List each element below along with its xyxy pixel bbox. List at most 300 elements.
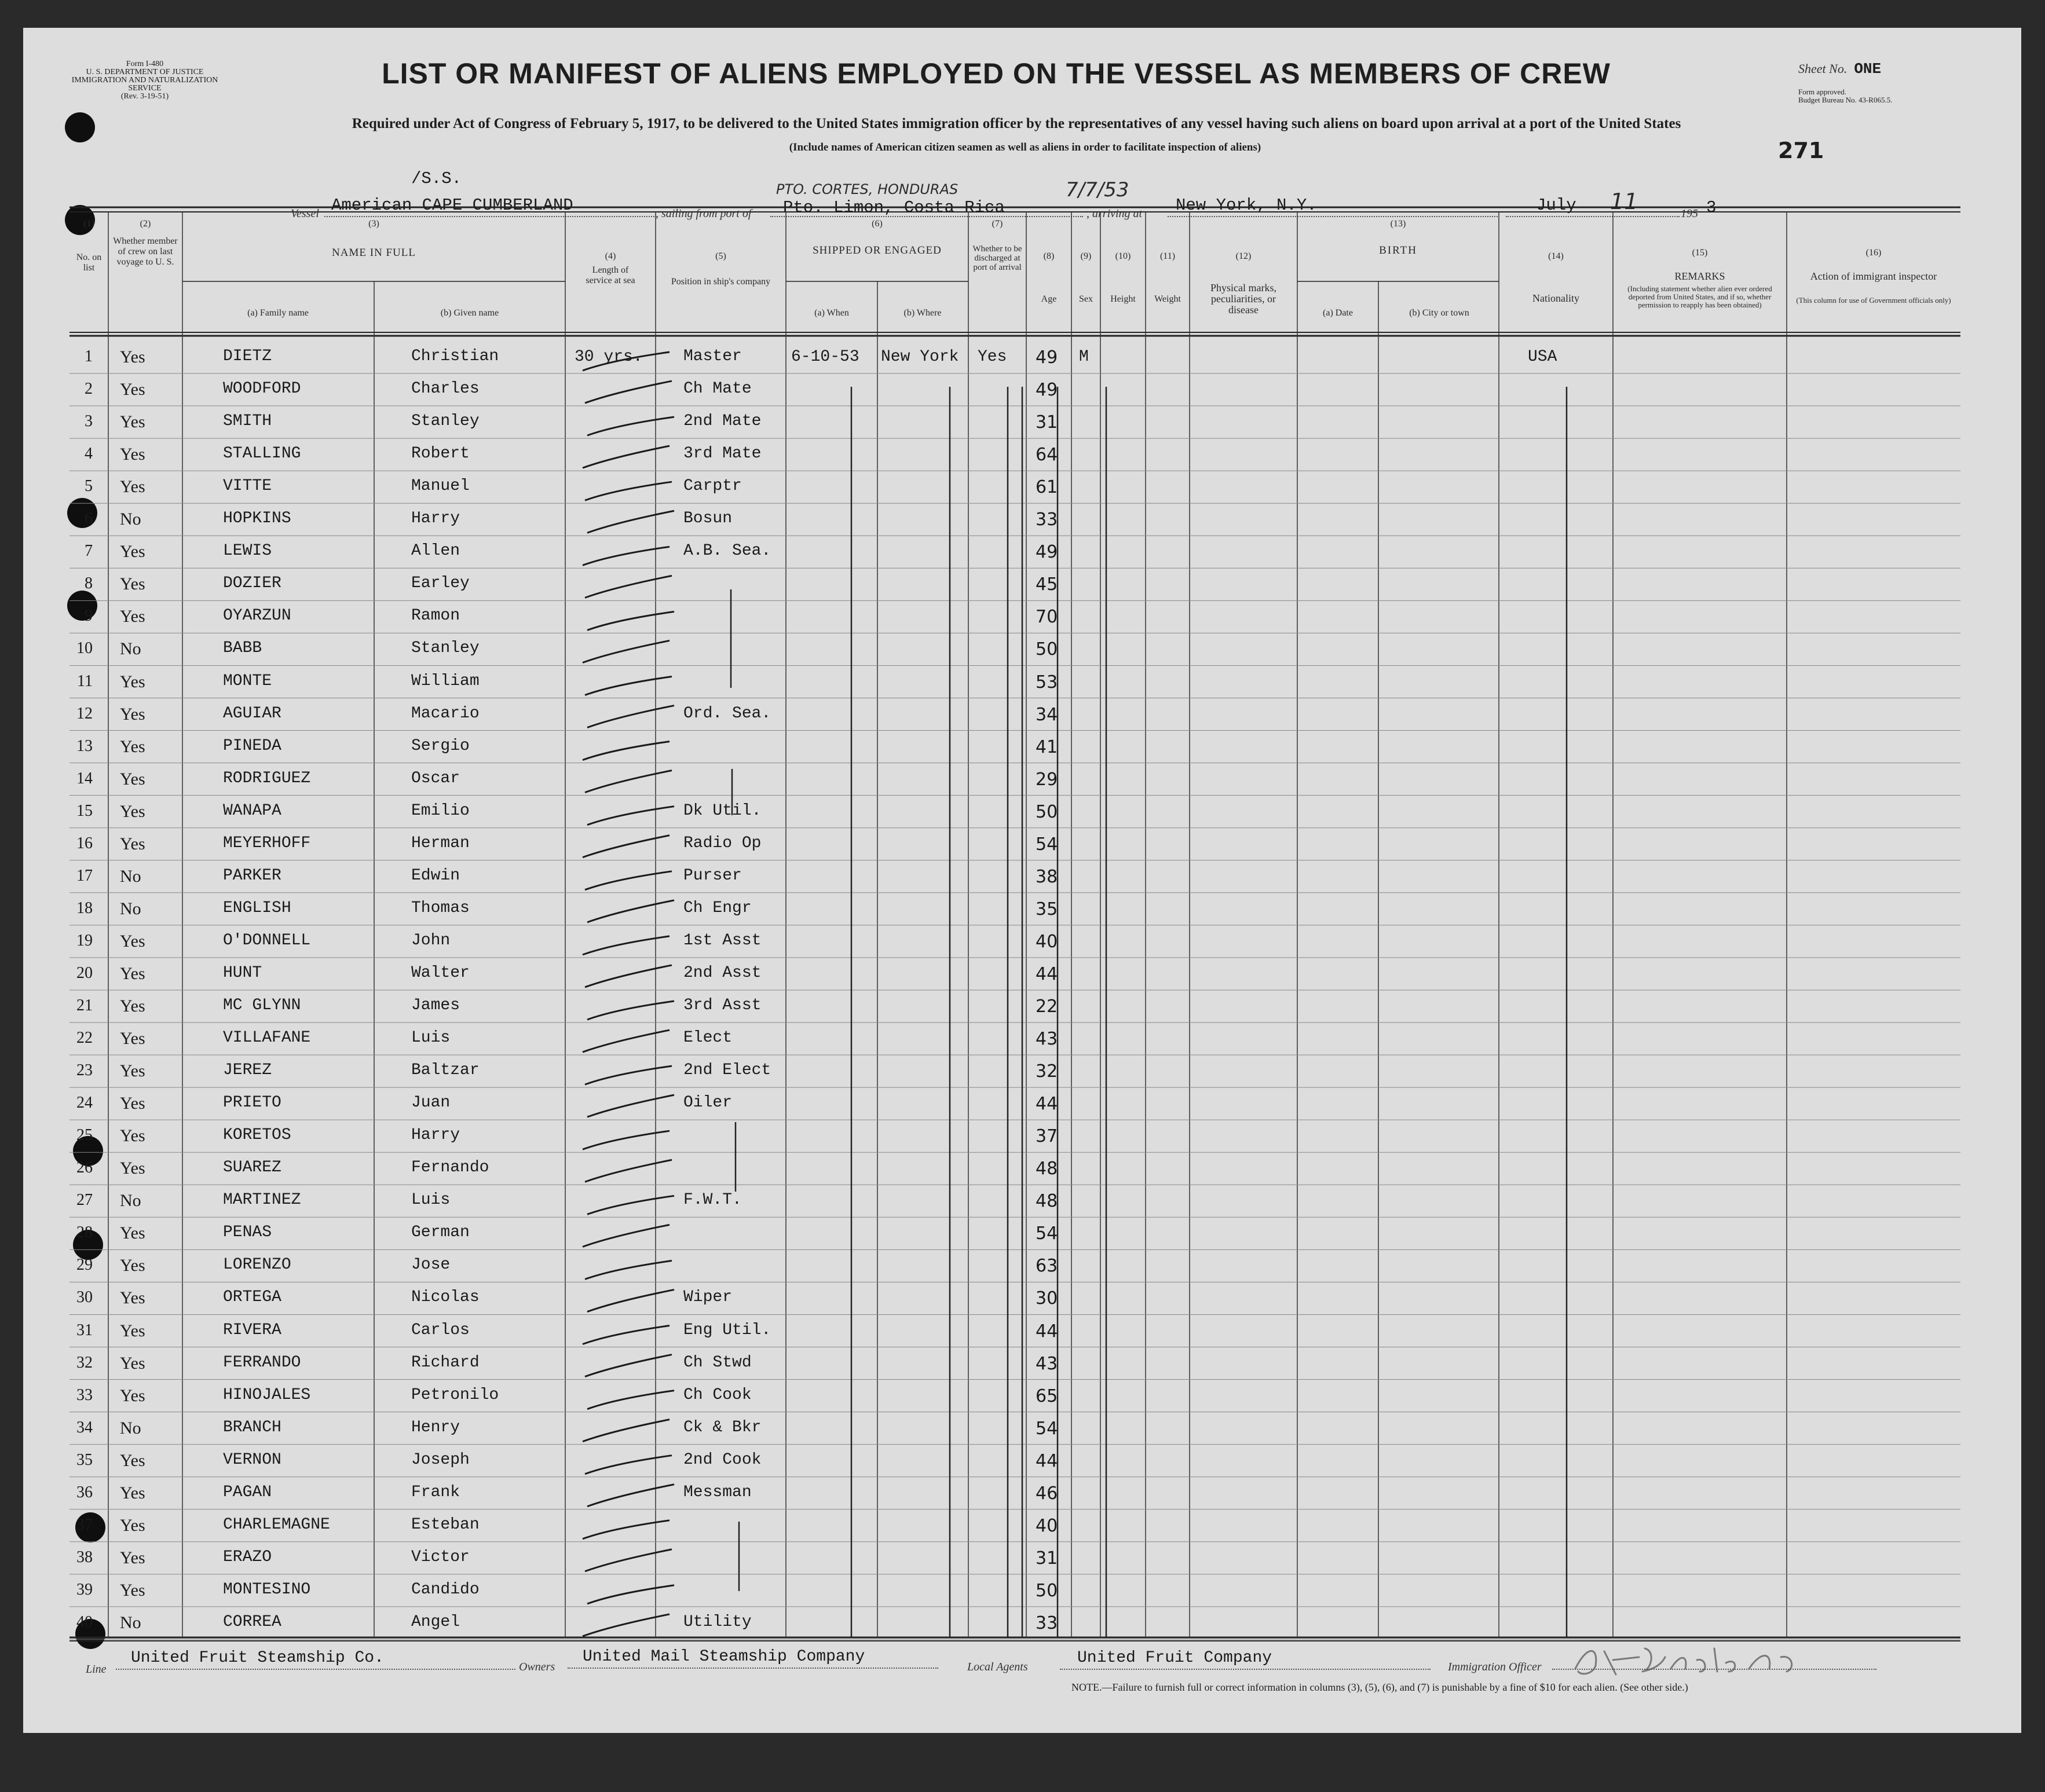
previous-voyage: Yes	[120, 1548, 145, 1567]
check-stroke	[587, 511, 674, 533]
row-number: 13	[76, 736, 93, 755]
sheet-label: Sheet No.	[1798, 61, 1848, 76]
check-stroke	[587, 706, 674, 728]
check-stroke	[585, 771, 672, 793]
col13a-header: (a) Date	[1323, 308, 1353, 318]
age: 44	[1036, 1094, 1058, 1115]
sheet-value: ONE	[1854, 60, 1882, 78]
position: Radio Op	[683, 834, 762, 852]
previous-voyage: No	[120, 1191, 141, 1211]
check-stroke	[587, 1095, 674, 1117]
family-name: STALLING	[223, 445, 301, 463]
row-number: 28	[76, 1223, 93, 1242]
given-name: Macario	[411, 704, 480, 723]
family-name: LORENZO	[223, 1256, 291, 1274]
check-stroke	[585, 1160, 672, 1182]
row-number: 31	[76, 1321, 93, 1339]
family-name: HUNT	[223, 963, 262, 982]
age: 44	[1036, 963, 1058, 984]
col10-num: (10)	[1115, 251, 1131, 261]
position: Wiper	[683, 1288, 733, 1307]
check-stroke	[587, 1196, 674, 1214]
previous-voyage: No	[120, 866, 141, 886]
family-name: O'DONNELL	[223, 931, 311, 950]
col7-num: (7)	[992, 219, 1003, 229]
port-typed-struck: Pto. Limon, Costa Rica	[783, 198, 1005, 217]
check-stroke	[583, 1030, 670, 1052]
previous-voyage: Yes	[120, 769, 145, 789]
check-stroke	[585, 1456, 672, 1474]
check-stroke	[587, 1289, 674, 1311]
check-stroke	[587, 1585, 674, 1604]
previous-voyage: Yes	[120, 931, 145, 951]
position: 1st Asst	[683, 931, 762, 950]
arriving-port: New York, N.Y.	[1176, 196, 1317, 215]
given-name: Herman	[411, 834, 470, 852]
shipped-where: New York	[881, 348, 959, 366]
given-name: Manuel	[411, 477, 470, 496]
col10-header: Height	[1110, 294, 1136, 304]
family-name: DIETZ	[223, 347, 272, 365]
age: 43	[1036, 1029, 1058, 1050]
col12-header: Physical marks, peculiarities, or disease	[1210, 282, 1276, 316]
check-stroke	[583, 1131, 670, 1149]
check-stroke	[583, 1326, 670, 1344]
line-label: Line	[86, 1663, 107, 1676]
officer-signature	[1564, 1640, 1830, 1680]
col14-num: (14)	[1548, 251, 1564, 261]
previous-voyage: No	[120, 510, 141, 529]
previous-voyage: Yes	[120, 1450, 145, 1470]
col1-header: No. on list	[76, 252, 102, 273]
age: 33	[1036, 510, 1058, 530]
row-number: 10	[76, 639, 93, 658]
check-stroke	[583, 1614, 670, 1636]
age: 32	[1036, 1061, 1058, 1082]
given-name: Earley	[411, 574, 470, 593]
previous-voyage: Yes	[120, 1321, 145, 1340]
given-name: Candido	[411, 1580, 480, 1599]
previous-voyage: Yes	[120, 1515, 145, 1535]
row-number: 33	[76, 1386, 93, 1404]
previous-voyage: Yes	[120, 672, 145, 691]
previous-voyage: Yes	[120, 704, 145, 724]
row-number: 18	[76, 899, 93, 917]
family-name: WANAPA	[223, 801, 281, 820]
port-date-handwritten: 7/7/53	[1066, 178, 1129, 201]
row-number: 5	[85, 477, 93, 496]
stamp-number: 271	[1778, 138, 1824, 163]
age: 40	[1036, 931, 1058, 952]
given-name: Christian	[411, 347, 499, 365]
row-number: 21	[76, 996, 93, 1014]
check-stroke	[587, 611, 674, 630]
family-name: FERRANDO	[223, 1353, 301, 1372]
agents-label: Local Agents	[967, 1661, 1028, 1673]
col15-subheader: (Including statement whether alien ever ordered deported from United States, and if so, whether permission to reapply has been obtained)	[1627, 284, 1772, 309]
family-name: LEWIS	[223, 542, 272, 560]
col15-num: (15)	[1692, 248, 1708, 258]
family-name: AGUIAR	[223, 704, 281, 723]
col16-header: Action of immigrant inspector	[1810, 270, 1937, 282]
row-number: 40	[76, 1613, 93, 1631]
vessel-name: American CAPE CUMBERLAND	[331, 196, 573, 215]
family-name: MC GLYNN	[223, 996, 301, 1014]
given-name: Robert	[411, 445, 470, 463]
col6-header: SHIPPED OR ENGAGED	[813, 244, 942, 256]
family-name: VITTE	[223, 477, 272, 496]
col14-header: Nationality	[1532, 292, 1579, 304]
col4-header: Length of service at sea	[586, 265, 635, 285]
position: F.W.T.	[683, 1191, 742, 1210]
age: 54	[1036, 834, 1058, 855]
row-number: 9	[85, 607, 93, 625]
given-name: Baltzar	[411, 1061, 480, 1080]
row-number: 22	[76, 1029, 93, 1047]
col5-num: (5)	[715, 251, 726, 261]
age: 53	[1036, 672, 1058, 692]
previous-voyage: No	[120, 1613, 141, 1632]
row-number: 11	[77, 672, 93, 690]
age: 43	[1036, 1353, 1058, 1374]
col11-num: (11)	[1159, 251, 1176, 261]
previous-voyage: Yes	[120, 1483, 145, 1503]
check-stroke	[583, 1420, 670, 1442]
col13-num: (13)	[1390, 219, 1406, 229]
row-number: 24	[76, 1094, 93, 1112]
position: Ord. Sea.	[683, 704, 771, 723]
col1-num: (1)	[83, 219, 94, 229]
given-name: Charles	[411, 380, 480, 398]
family-name: CHARLEMAGNE	[223, 1515, 330, 1534]
col2-num: (2)	[140, 219, 151, 229]
previous-voyage: Yes	[120, 1256, 145, 1276]
family-name: ERAZO	[223, 1548, 272, 1566]
row-number: 16	[76, 834, 93, 852]
previous-voyage: Yes	[120, 347, 145, 367]
col15-header: REMARKS	[1674, 270, 1725, 282]
given-name: Harry	[411, 1126, 460, 1145]
age: 40	[1036, 1515, 1058, 1536]
check-stroke	[587, 1485, 674, 1507]
col6b-header: (b) Where	[903, 308, 942, 318]
row-number: 19	[76, 931, 93, 950]
previous-voyage: Yes	[120, 1223, 145, 1243]
given-name: Joseph	[411, 1450, 470, 1469]
check-stroke	[585, 1260, 672, 1279]
previous-voyage: No	[120, 1418, 141, 1438]
previous-voyage: Yes	[120, 477, 145, 497]
col16-num: (16)	[1865, 248, 1882, 258]
previous-voyage: Yes	[120, 1386, 145, 1405]
age: 49	[1036, 347, 1058, 368]
row-number: 6	[85, 510, 93, 528]
given-name: Allen	[411, 542, 460, 560]
check-stroke	[587, 1391, 674, 1409]
given-name: Nicolas	[411, 1288, 480, 1307]
page-title: LIST OR MANIFEST OF ALIENS EMPLOYED ON THE VESSEL AS MEMBERS OF CREW	[382, 57, 1611, 90]
family-name: PAGAN	[223, 1483, 272, 1501]
row-number: 23	[76, 1061, 93, 1080]
manifest-sheet	[23, 28, 2021, 1733]
arriving-label: , arriving at	[1086, 207, 1143, 220]
given-name: Ramon	[411, 607, 460, 625]
position: Purser	[683, 866, 742, 885]
subtitle: Required under Act of Congress of February 5, 1917, to be delivered to the United States immigration officer by the representatives of any vessel having such aliens on board upon arrival at a port of the United States	[352, 116, 1681, 131]
col11-header: Weight	[1154, 294, 1181, 304]
previous-voyage: Yes	[120, 607, 145, 626]
position: Ch Stwd	[683, 1353, 752, 1372]
position: 2nd Elect	[683, 1061, 771, 1080]
row-number: 20	[76, 963, 93, 982]
previous-voyage: Yes	[120, 1029, 145, 1049]
officer-label: Immigration Officer	[1448, 1661, 1542, 1673]
age: 45	[1036, 574, 1058, 595]
check-stroke	[585, 1549, 672, 1571]
previous-voyage: Yes	[120, 1061, 145, 1081]
penalty-note: NOTE.—Failure to furnish full or correct information in columns (3), (5), (6), and (7) is punishable by a fine of $10 for each alien. (See other side.)	[1071, 1681, 1688, 1693]
position: Ck & Bkr	[683, 1418, 762, 1436]
check-stroke	[585, 871, 672, 890]
row-number: 3	[85, 412, 93, 431]
family-name: SUAREZ	[223, 1159, 281, 1177]
previous-voyage: Yes	[120, 1288, 145, 1308]
family-name: HINOJALES	[223, 1386, 311, 1404]
age: 31	[1036, 412, 1058, 433]
family-name: WOODFORD	[223, 380, 301, 398]
col13-header: BIRTH	[1379, 244, 1417, 256]
row-number: 15	[76, 801, 93, 820]
family-name: MEYERHOFF	[223, 834, 311, 852]
previous-voyage: Yes	[120, 996, 145, 1016]
nationality-value: USA	[1528, 348, 1557, 366]
arrival-day: 11	[1610, 189, 1638, 214]
position: Eng Util.	[683, 1321, 771, 1339]
check-stroke	[587, 1001, 674, 1020]
family-name: CORREA	[223, 1613, 281, 1631]
given-name: William	[411, 672, 480, 690]
family-name: RODRIGUEZ	[223, 769, 311, 787]
family-name: VERNON	[223, 1450, 281, 1469]
note-top: (Include names of American citizen seamen as well as aliens in order to facilitate inspection of aliens)	[789, 141, 1261, 153]
age: 63	[1036, 1256, 1058, 1277]
previous-voyage: Yes	[120, 963, 145, 983]
given-name: Luis	[411, 1191, 451, 1210]
position: Messman	[683, 1483, 752, 1501]
col2-header: Whether member of crew on last voyage to U. S.	[113, 236, 178, 267]
position: 2nd Cook	[683, 1450, 762, 1469]
row-number: 35	[76, 1450, 93, 1469]
age: 54	[1036, 1223, 1058, 1244]
given-name: Emilio	[411, 801, 470, 820]
check-stroke	[585, 576, 672, 598]
position: A.B. Sea.	[683, 542, 771, 560]
given-name: Walter	[411, 963, 470, 982]
row-number: 1	[85, 347, 93, 365]
position: 3rd Mate	[683, 445, 762, 463]
check-stroke	[587, 900, 674, 922]
check-stroke	[585, 1355, 672, 1377]
given-name: Juan	[411, 1094, 451, 1112]
form-revision: (Rev. 3-19-51)	[120, 92, 169, 101]
age: 48	[1036, 1191, 1058, 1212]
row-number: 37	[76, 1515, 93, 1534]
family-name: MONTE	[223, 672, 272, 690]
family-name: KORETOS	[223, 1126, 291, 1145]
check-stroke	[587, 417, 674, 435]
position: 2nd Asst	[683, 963, 762, 982]
shipped-when: 6-10-53	[791, 348, 859, 366]
family-name: MONTESINO	[223, 1580, 311, 1599]
vessel-label: Vessel	[291, 207, 319, 220]
age: 33	[1036, 1613, 1058, 1633]
port-handwritten: PTO. CORTES, HONDURAS	[776, 181, 959, 197]
family-name: PARKER	[223, 866, 281, 885]
given-name: Angel	[411, 1613, 460, 1631]
year-prefix: 195	[1681, 207, 1698, 220]
family-name: RIVERA	[223, 1321, 281, 1339]
family-name: VILLAFANE	[223, 1029, 311, 1047]
row-number: 12	[76, 704, 93, 723]
age: 64	[1036, 445, 1058, 466]
col8-header: Age	[1041, 294, 1057, 304]
age: 61	[1036, 477, 1058, 498]
previous-voyage: Yes	[120, 380, 145, 400]
check-stroke	[585, 381, 672, 403]
row-number: 36	[76, 1483, 93, 1501]
position: 2nd Mate	[683, 412, 762, 431]
footer	[23, 1643, 2021, 1713]
service-name: IMMIGRATION AND NATURALIZATION SERVICE	[71, 76, 218, 93]
col6-num: (6)	[872, 219, 883, 229]
age: 70	[1036, 607, 1058, 628]
family-name: PRIETO	[223, 1094, 281, 1112]
given-name: James	[411, 996, 460, 1014]
sailing-label: , sailing from port of	[656, 207, 752, 220]
previous-voyage: Yes	[120, 1094, 145, 1113]
position: Carptr	[683, 477, 742, 496]
given-name: Carlos	[411, 1321, 470, 1339]
given-name: Jose	[411, 1256, 451, 1274]
row-number: 32	[76, 1353, 93, 1372]
check-stroke	[583, 742, 670, 760]
row-number: 29	[76, 1256, 93, 1274]
age: 46	[1036, 1483, 1058, 1504]
family-name: DOZIER	[223, 574, 281, 593]
col5-header: Position in ship's company	[671, 277, 771, 287]
col3-num: (3)	[368, 219, 379, 229]
age: 65	[1036, 1386, 1058, 1406]
row-number: 14	[76, 769, 93, 787]
check-stroke	[583, 640, 670, 662]
position: Elect	[683, 1029, 733, 1047]
col9-header: Sex	[1079, 294, 1093, 304]
family-name: BRANCH	[223, 1418, 281, 1436]
given-name: Esteban	[411, 1515, 480, 1534]
family-name: ENGLISH	[223, 899, 291, 917]
col3-header: NAME IN FULL	[332, 247, 416, 259]
given-name: Henry	[411, 1418, 460, 1436]
agents-value: United Fruit Company	[1077, 1649, 1272, 1667]
owners-label: Owners	[519, 1661, 555, 1673]
previous-voyage: Yes	[120, 542, 145, 562]
family-name: MARTINEZ	[223, 1191, 301, 1210]
age: 49	[1036, 380, 1058, 401]
table-grid	[23, 28, 2021, 1733]
age: 31	[1036, 1548, 1058, 1569]
given-name: Fernando	[411, 1159, 489, 1177]
row-number: 7	[85, 542, 93, 560]
age: 22	[1036, 996, 1058, 1017]
age: 50	[1036, 639, 1058, 660]
col4-num: (4)	[605, 251, 616, 261]
service-length: 30 yrs.	[575, 348, 643, 366]
line-value: United Fruit Steamship Co.	[131, 1649, 384, 1667]
previous-voyage: Yes	[120, 445, 145, 464]
age: 38	[1036, 866, 1058, 887]
vessel-prefix: /S.S.	[411, 169, 462, 188]
row-number: 2	[85, 380, 93, 398]
approval-note: Form approved. Budget Bureau No. 43-R065.5.	[1798, 87, 1893, 104]
department: U. S. DEPARTMENT OF JUSTICE	[86, 68, 204, 76]
row-number: 8	[85, 574, 93, 593]
check-stroke	[585, 965, 672, 987]
check-stroke	[587, 807, 674, 825]
age: 49	[1036, 542, 1058, 563]
age: 54	[1036, 1418, 1058, 1439]
previous-voyage: Yes	[120, 1580, 145, 1600]
given-name: Edwin	[411, 866, 460, 885]
age: 30	[1036, 1288, 1058, 1309]
col3b-header: (b) Given name	[440, 308, 499, 318]
position: Ch Mate	[683, 380, 752, 398]
age: 29	[1036, 769, 1058, 790]
check-stroke	[583, 1225, 670, 1247]
given-name: Oscar	[411, 769, 460, 787]
given-name: German	[411, 1223, 470, 1242]
family-name: PINEDA	[223, 736, 281, 755]
previous-voyage: Yes	[120, 574, 145, 594]
given-name: Harry	[411, 510, 460, 528]
col3a-header: (a) Family name	[247, 308, 309, 318]
given-name: John	[411, 931, 451, 950]
crew-table	[23, 28, 2021, 1733]
given-name: Luis	[411, 1029, 451, 1047]
position: Bosun	[683, 510, 733, 528]
col13b-header: (b) City or town	[1409, 308, 1469, 318]
owners-value: United Mail Steamship Company	[583, 1648, 865, 1666]
row-number: 30	[76, 1288, 93, 1307]
position: Master	[683, 347, 742, 365]
position: 3rd Asst	[683, 996, 762, 1014]
given-name: Frank	[411, 1483, 460, 1501]
given-name: Stanley	[411, 412, 480, 431]
row-number: 25	[76, 1126, 93, 1145]
given-name: Sergio	[411, 736, 470, 755]
previous-voyage: Yes	[120, 1126, 145, 1146]
row-number: 34	[76, 1418, 93, 1436]
check-stroke	[585, 677, 672, 695]
check-stroke	[585, 1066, 672, 1084]
col12-num: (12)	[1235, 251, 1252, 261]
previous-voyage: No	[120, 899, 141, 918]
previous-voyage: No	[120, 639, 141, 659]
sex-value: M	[1079, 348, 1089, 366]
previous-voyage: Yes	[120, 1159, 145, 1178]
check-stroke	[583, 547, 670, 565]
position: Oiler	[683, 1094, 733, 1112]
check-stroke	[583, 936, 670, 955]
